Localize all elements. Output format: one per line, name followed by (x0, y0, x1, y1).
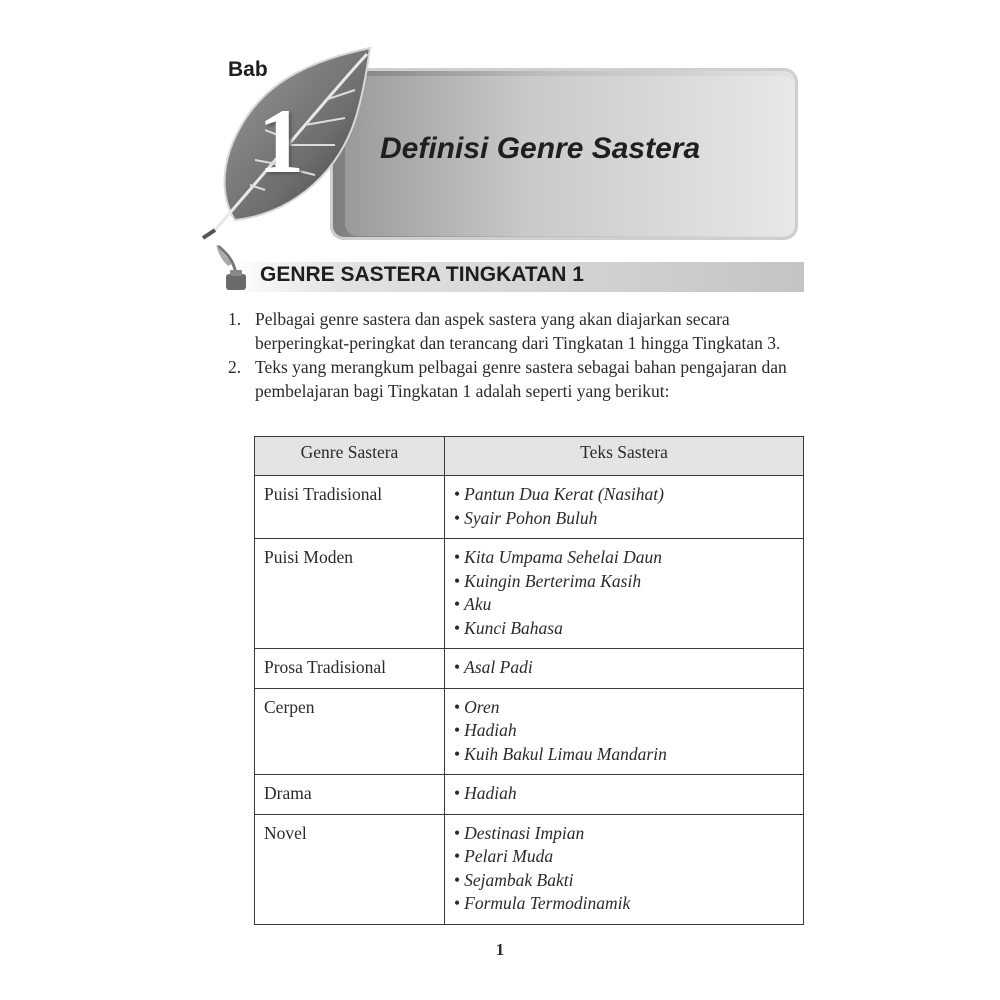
genre-table (254, 436, 804, 925)
bullet-icon: • (454, 893, 461, 913)
table-row (255, 688, 804, 775)
quill-ink-icon (214, 244, 254, 294)
section-title: GENRE SASTERA TINGKATAN 1 (260, 263, 584, 286)
list-item-text: Teks yang merangkum pelbagai genre sastera sebagai bahan pengajaran dan pembelajaran bagi Tingkatan 1 adalah seperti yang berikut: (255, 357, 787, 401)
text-item: • Kuingin Berterima Kasih (454, 570, 642, 591)
texts-cell (445, 775, 804, 815)
bullet-icon: • (454, 617, 461, 638)
text-item: • Oren (454, 696, 500, 717)
text-item: • Formula Termodinamik (454, 893, 631, 913)
text-item: • Pelari Muda (454, 846, 554, 866)
bullet-icon: • (454, 547, 461, 567)
table-row (255, 649, 804, 689)
list-item-number: 2. (228, 357, 242, 377)
text-item: • Kuih Bakul Limau Mandarin (454, 743, 667, 764)
list-item-text: Pelbagai genre sastera dan aspek sastera yang akan diajarkan secara berperingkat-peringkat dan terancang dari Tingkatan 1 hingga Tingkatan 3. (255, 309, 781, 353)
genre-cell: Puisi Moden (255, 539, 445, 649)
chapter-number: 1 (258, 90, 304, 192)
text-item: • Kunci Bahasa (454, 617, 563, 638)
table-row (255, 476, 804, 539)
texts-cell (445, 476, 804, 539)
bullet-icon: • (454, 869, 461, 890)
bullet-icon: • (454, 743, 461, 764)
texts-cell (445, 539, 804, 649)
bullet-icon: • (454, 720, 461, 740)
genre-cell: Puisi Tradisional (255, 476, 445, 539)
table-row (255, 539, 804, 649)
bullet-icon: • (454, 822, 461, 843)
text-item: • Syair Pohon Buluh (454, 507, 598, 528)
list-item (228, 308, 818, 355)
chapter-title: Definisi Genre Sastera (380, 132, 701, 165)
genre-cell: Novel (255, 814, 445, 924)
texts-cell (445, 814, 804, 924)
texts-cell (445, 649, 804, 689)
genre-cell: Drama (255, 775, 445, 815)
bullet-icon: • (454, 594, 461, 614)
bullet-icon: • (454, 570, 461, 591)
genre-cell: Cerpen (255, 688, 445, 775)
column-header-genre: Genre Sastera (255, 437, 445, 476)
text-item: • Kita Umpama Sehelai Daun (454, 547, 662, 567)
chapter-label: Bab (228, 58, 268, 81)
genre-cell: Prosa Tradisional (255, 649, 445, 689)
numbered-list (228, 308, 818, 404)
bullet-icon: • (454, 783, 461, 803)
table-row (255, 775, 804, 815)
bullet-icon: • (454, 484, 461, 504)
list-item-number: 1. (228, 309, 242, 329)
text-item: • Destinasi Impian (454, 822, 585, 843)
text-item: • Hadiah (454, 720, 517, 740)
bullet-icon: • (454, 846, 461, 866)
page-number: 1 (495, 940, 505, 959)
texts-cell (445, 688, 804, 775)
text-item: • Sejambak Bakti (454, 869, 574, 890)
list-item (228, 356, 818, 403)
table-header-row (255, 437, 804, 476)
bullet-icon: • (454, 507, 461, 528)
column-header-texts: Teks Sastera (445, 437, 804, 476)
text-item: • Asal Padi (454, 657, 533, 677)
text-item: • Pantun Dua Kerat (Nasihat) (454, 484, 664, 504)
bullet-icon: • (454, 696, 461, 717)
table-row (255, 814, 804, 924)
text-item: • Aku (454, 594, 492, 614)
text-item: • Hadiah (454, 783, 517, 803)
bullet-icon: • (454, 657, 461, 677)
